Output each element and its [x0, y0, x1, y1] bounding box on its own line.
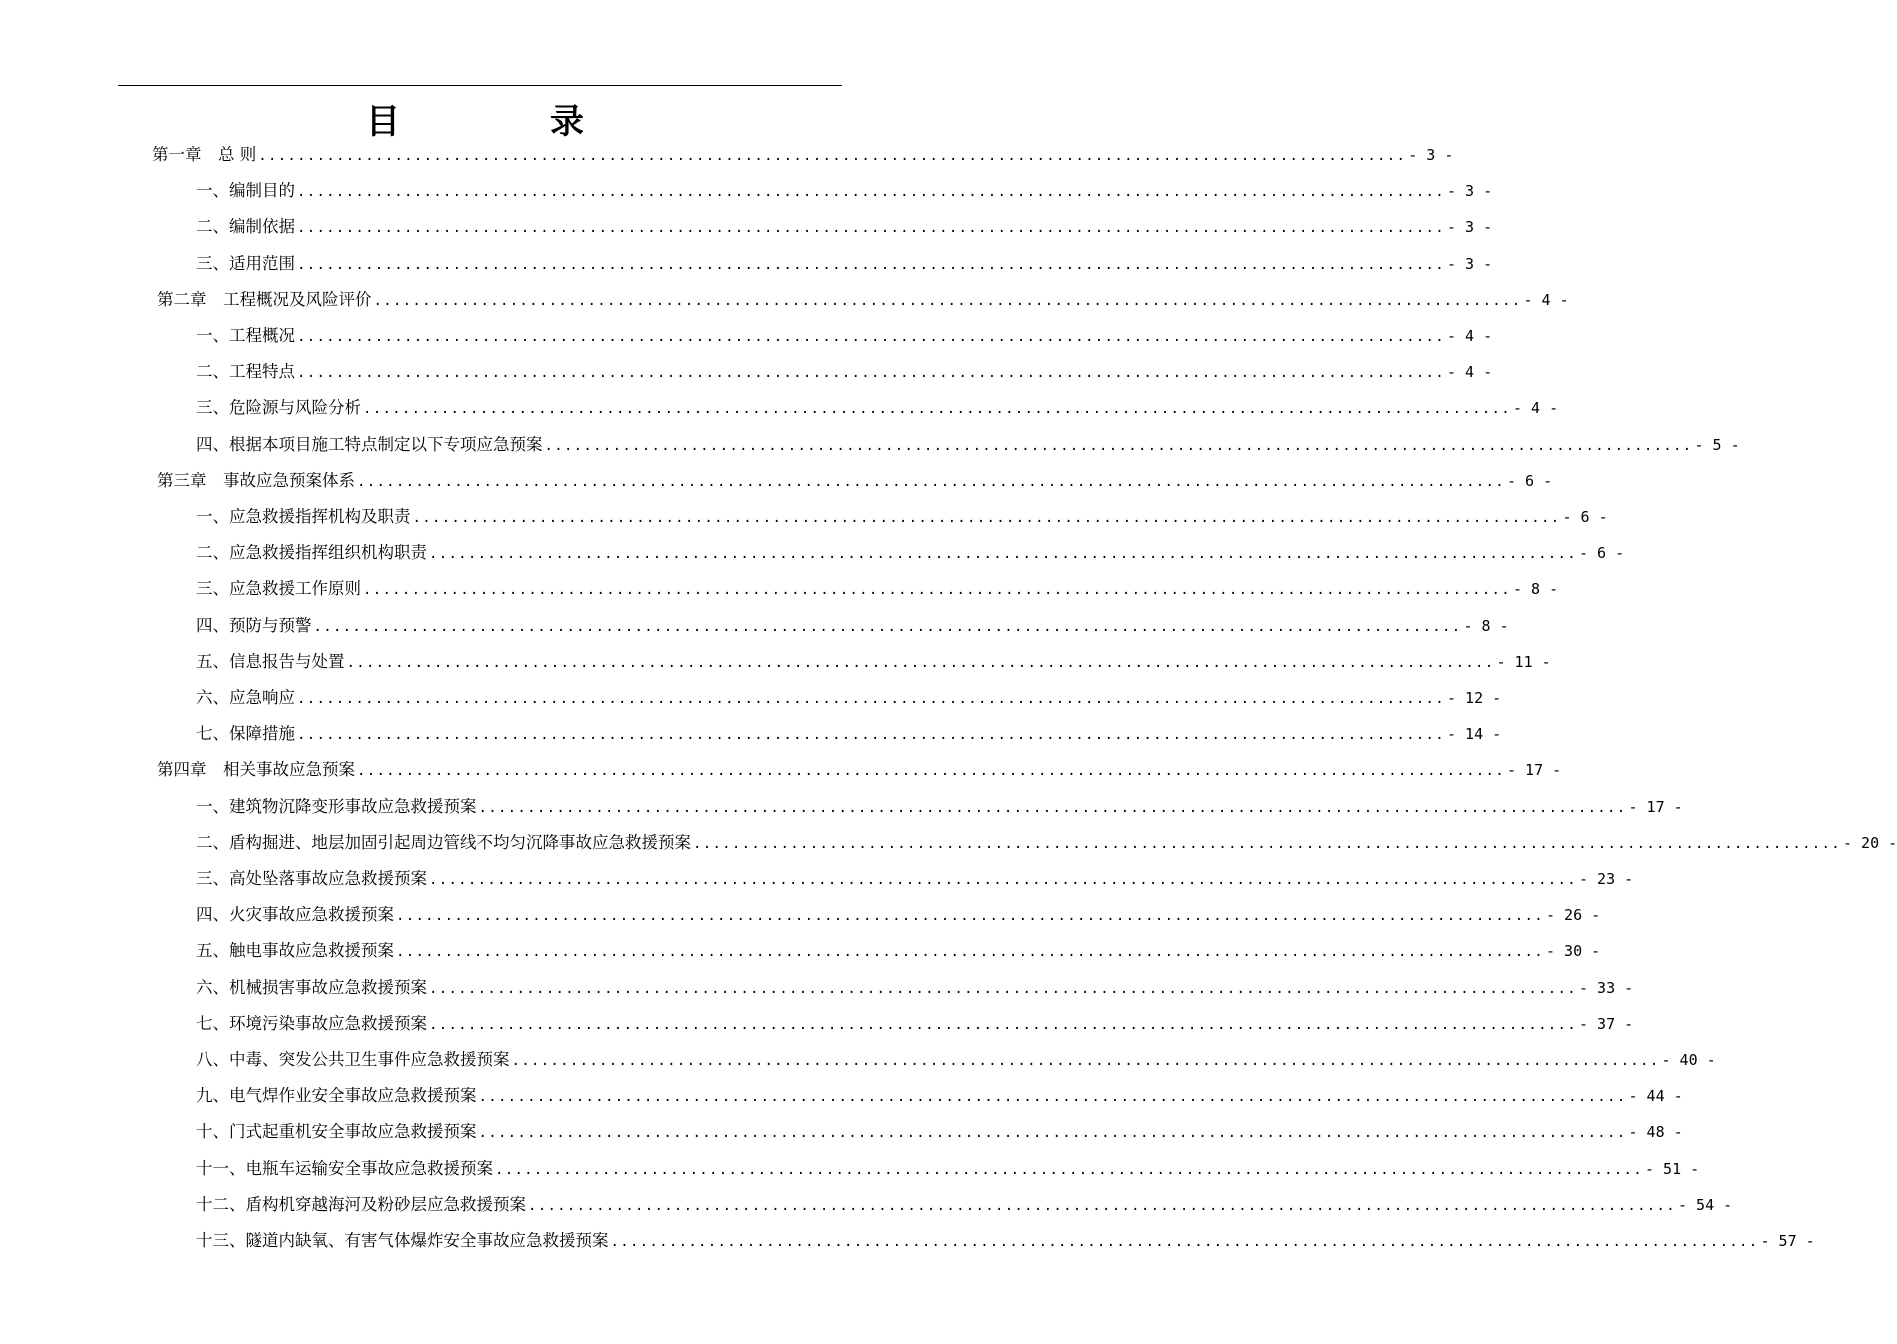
toc-dot-leader: ...................................................................................................................... [297, 329, 1445, 345]
toc-entry-page: - 6 - [1507, 471, 1553, 490]
toc-entry[interactable] [196, 1085, 1683, 1108]
toc-entry-page: - 30 - [1546, 942, 1601, 961]
toc-entry-page: - 40 - [1661, 1051, 1716, 1069]
toc-entry-page: - 4 - [1523, 290, 1569, 309]
toc-entry-label: 四、根据本项目施工特点制定以下专项应急预案 [196, 434, 543, 454]
toc-entry-label: 一、编制目的 [196, 181, 295, 201]
toc-entry-page: - 14 - [1447, 725, 1502, 744]
toc-entry[interactable] [157, 470, 1553, 493]
toc-entry-page: - 12 - [1447, 689, 1502, 707]
toc-dot-leader: ...................................................................................................................... [693, 835, 1841, 852]
toc-entry[interactable] [196, 361, 1493, 384]
toc-entry-label: 二、编制依据 [196, 217, 295, 237]
toc-entry-label: 三、高处坠落事故应急救援预案 [196, 869, 427, 888]
toc-entry-page: - 37 - [1579, 1014, 1634, 1033]
toc-entry-page: - 4 - [1447, 363, 1493, 382]
toc-entry-label: 七、环境污染事故应急救援预案 [196, 1013, 427, 1033]
toc-entry-page: - 8 - [1513, 580, 1559, 599]
toc-entry[interactable] [196, 832, 1897, 855]
toc-dot-leader: ...................................................................................................................... [313, 618, 1462, 635]
toc-entry-page: - 5 - [1694, 435, 1740, 454]
toc-dot-leader: ...................................................................................................................... [363, 401, 1511, 418]
toc-dot-leader: ...................................................................................................................... [528, 1197, 1676, 1214]
toc-entry[interactable] [196, 578, 1559, 601]
toc-entry[interactable] [196, 1158, 1700, 1181]
toc-entry-page: - 11 - [1496, 652, 1551, 671]
toc-dot-leader: ...................................................................................................................... [429, 546, 1577, 563]
toc-entry-page: - 51 - [1645, 1159, 1700, 1178]
toc-entry[interactable] [196, 1194, 1733, 1217]
toc-entry-label: 十一、电瓶车运输安全事故应急救援预案 [196, 1158, 493, 1178]
toc-entry-page: - 4 - [1447, 327, 1493, 345]
toc-entry[interactable] [196, 542, 1625, 565]
toc-entry[interactable] [196, 216, 1493, 239]
toc-entry-label: 四、预防与预警 [196, 615, 312, 635]
toc-entry-label: 第三章 事故应急预案体系 [157, 470, 355, 490]
toc-entry-page: - 17 - [1628, 797, 1683, 816]
toc-entry-label: 十二、盾构机穿越海河及粉砂层应急救援预案 [196, 1194, 526, 1214]
toc-dot-leader: ...................................................................................................................... [495, 1161, 1643, 1178]
toc-entry-label: 九、电气焊作业安全事故应急救援预案 [196, 1086, 477, 1106]
toc-dot-leader: ...................................................................................................................... [346, 654, 1495, 671]
toc-entry[interactable] [196, 615, 1509, 638]
toc-entry-label: 二、盾构掘进、地层加固引起周边管线不均匀沉降事故应急救援预案 [196, 832, 691, 852]
toc-entry-page: - 6 - [1579, 544, 1625, 563]
toc-entry[interactable] [196, 904, 1601, 927]
toc-entry[interactable] [196, 434, 1740, 457]
toc-entry[interactable] [196, 687, 1502, 710]
toc-dot-leader: ...................................................................................................................... [297, 184, 1445, 201]
toc-entry[interactable] [196, 1121, 1683, 1144]
toc-entry-label: 二、工程特点 [196, 362, 295, 382]
toc-entry[interactable] [196, 868, 1634, 891]
toc-dot-leader: ...................................................................................................................... [258, 148, 1407, 164]
toc-dot-leader: ...................................................................................................................... [396, 908, 1544, 925]
toc-entry[interactable] [196, 651, 1551, 674]
toc-entry-label: 十三、隧道内缺氧、有害气体爆炸安全事故应急救援预案 [196, 1231, 609, 1250]
toc-entry[interactable] [196, 180, 1493, 203]
toc-dot-leader: ...................................................................................................................... [396, 944, 1544, 961]
toc-entry-label: 六、应急响应 [196, 688, 295, 707]
toc-entry-page: - 8 - [1463, 616, 1509, 635]
toc-entry[interactable] [196, 253, 1493, 276]
toc-entry-label: 第四章 相关事故应急预案 [157, 760, 355, 780]
toc-dot-leader: ...................................................................................................................... [610, 1234, 1759, 1250]
toc-entry-label: 一、工程概况 [196, 326, 295, 345]
toc-dot-leader: ...................................................................................................................... [297, 691, 1445, 707]
toc-entry[interactable] [196, 1049, 1716, 1072]
toc-entry-page: - 3 - [1447, 254, 1493, 273]
toc-entry-page: - 48 - [1628, 1123, 1683, 1142]
toc-entry-page: - 26 - [1546, 906, 1601, 925]
toc-dot-leader: ...................................................................................................................... [297, 727, 1445, 744]
toc-entry-label: 六、机械损害事故应急救援预案 [196, 977, 427, 997]
toc-dot-leader: ...................................................................................................................... [297, 220, 1445, 237]
toc-entry-page: - 3 - [1447, 182, 1493, 201]
toc-entry[interactable] [196, 977, 1634, 1000]
toc-entry-page: - 6 - [1562, 508, 1608, 526]
toc-entry[interactable] [196, 1013, 1634, 1036]
toc-dot-leader: ...................................................................................................................... [429, 1016, 1577, 1033]
toc-entry-label: 第一章 总 则 [152, 145, 257, 164]
toc-entry[interactable] [196, 325, 1493, 348]
toc-entry-label: 四、火灾事故应急救援预案 [196, 905, 394, 925]
toc-entry-page: - 4 - [1513, 399, 1559, 418]
toc-entry-label: 一、建筑物沉降变形事故应急救援预案 [196, 796, 477, 816]
toc-entry-page: - 57 - [1760, 1232, 1815, 1250]
toc-entry-label: 二、应急救援指挥组织机构职责 [196, 543, 427, 563]
toc-entry-label: 七、保障措施 [196, 724, 295, 744]
toc-entry[interactable] [196, 397, 1559, 420]
toc-entry[interactable] [196, 506, 1608, 529]
toc-dot-leader: ...................................................................................................................... [429, 980, 1577, 997]
toc-entry[interactable] [196, 940, 1601, 963]
toc-entry-page: - 3 - [1447, 218, 1493, 237]
toc-dot-leader: ...................................................................................................................... [429, 872, 1577, 888]
toc-dot-leader: ...................................................................................................................... [357, 763, 1505, 780]
toc-dot-leader: ...................................................................................................................... [363, 582, 1511, 599]
toc-entry-page: - 54 - [1678, 1195, 1733, 1214]
toc-dot-leader: ...................................................................................................................... [412, 510, 1561, 526]
toc-dot-leader: ...................................................................................................................... [478, 1089, 1627, 1106]
toc-entry-page: - 17 - [1507, 761, 1562, 780]
toc-dot-leader: ...................................................................................................................... [511, 1053, 1660, 1069]
toc-dot-leader: ...................................................................................................................... [357, 473, 1505, 490]
toc-dot-leader: ...................................................................................................................... [297, 365, 1445, 382]
toc-entry-label: 三、适用范围 [196, 253, 295, 273]
toc-entry[interactable] [157, 759, 1562, 782]
toc-entry-page: - 33 - [1579, 978, 1634, 997]
toc-entry-page: - 23 - [1579, 870, 1634, 888]
toc-entry[interactable] [152, 144, 1454, 167]
toc-dot-leader: ...................................................................................................................... [373, 292, 1522, 309]
toc-dot-leader: ...................................................................................................................... [478, 799, 1627, 816]
toc-entry[interactable] [196, 723, 1502, 746]
toc-entry-label: 五、触电事故应急救援预案 [196, 941, 394, 961]
toc-entry-label: 第二章 工程概况及风险评价 [157, 289, 372, 309]
toc-entry-label: 八、中毒、突发公共卫生事件应急救援预案 [196, 1050, 510, 1069]
toc-dot-leader: ...................................................................................................................... [297, 256, 1445, 273]
header-rule [118, 85, 842, 86]
toc-entry-label: 一、应急救援指挥机构及职责 [196, 507, 411, 526]
toc-entry-label: 十、门式起重机安全事故应急救援预案 [196, 1122, 477, 1142]
toc-entry[interactable] [196, 1230, 1815, 1253]
page-title: 目 录 [366, 102, 642, 142]
toc-entry-label: 三、危险源与风险分析 [196, 398, 361, 418]
toc-entry-label: 三、应急救援工作原则 [196, 579, 361, 599]
toc-entry[interactable] [196, 796, 1683, 819]
toc-dot-leader: ...................................................................................................................... [478, 1125, 1627, 1142]
toc-entry-page: - 3 - [1408, 146, 1454, 164]
toc-entry-label: 五、信息报告与处置 [196, 651, 345, 671]
toc-dot-leader: ...................................................................................................................... [544, 437, 1693, 454]
toc-entry[interactable] [157, 289, 1569, 312]
toc-entry-page: - 20 - [1843, 833, 1897, 852]
toc-entry-page: - 44 - [1628, 1087, 1683, 1106]
